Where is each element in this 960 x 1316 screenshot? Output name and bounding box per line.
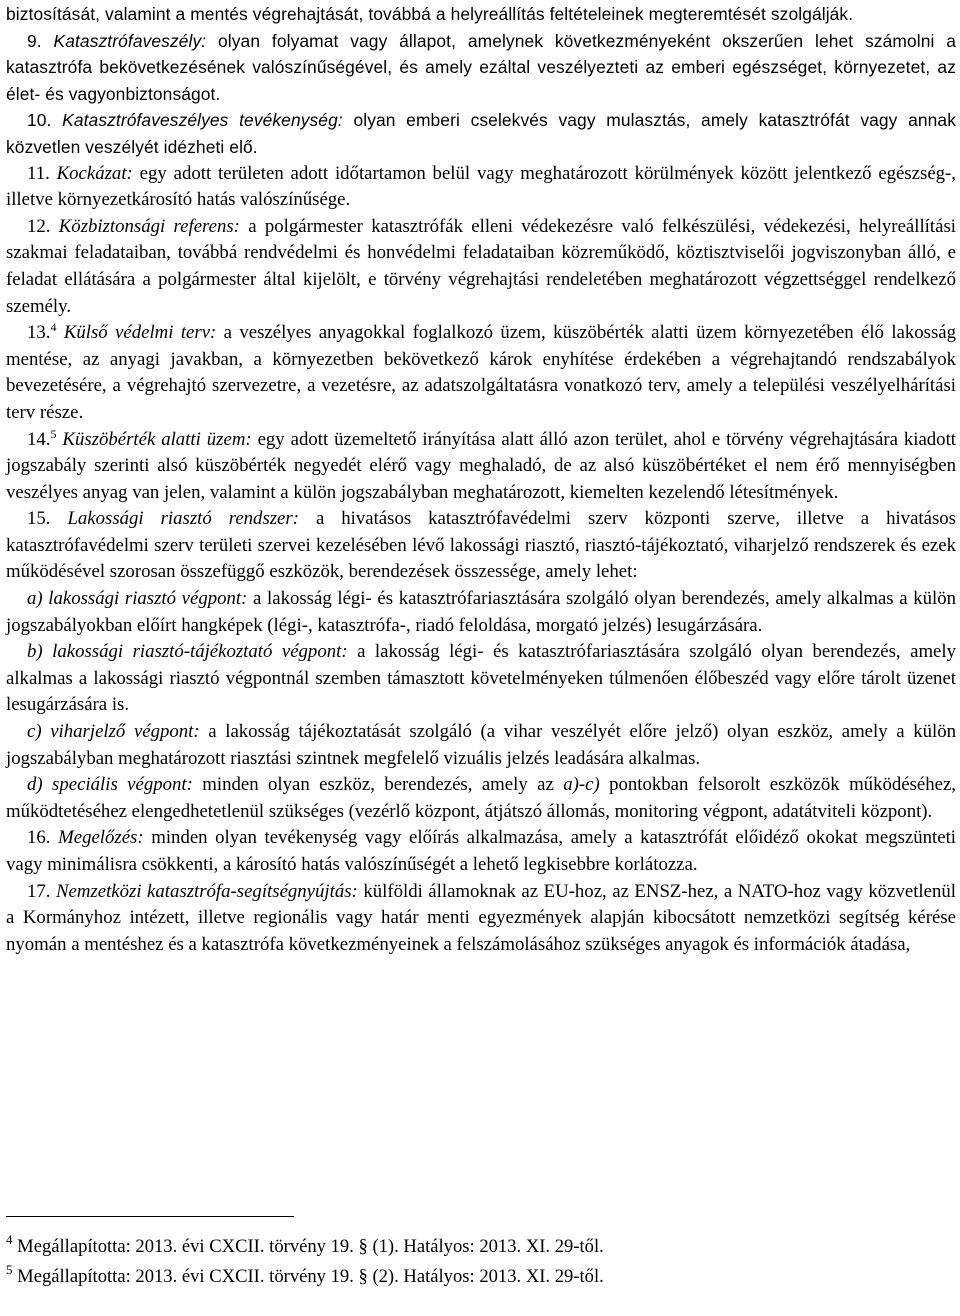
footnote-4 [6,1232,604,1258]
defined-term: Katasztrófaveszély: [53,30,207,51]
definition-text: a polgármester katasztrófák elleni védekezésre való felkészülési, védekezési, helyreállítási szakmai feladataiban, továbbá rendvédelmi és honvédelmi feladataiban közreműködő, köztisztviselői jogviszonyban álló, e feladat ellátására a polgármester által kijelölt, e törvény végrehajtási rendeletében meghatározott végzettséggel rendelkező személy. [6,215,956,317]
subitem-d [6,772,956,825]
definition-11 [6,161,956,214]
footnote-separator [6,1216,294,1217]
defined-term: Külső védelmi terv: [63,322,217,344]
subitem-b [6,639,956,719]
footnote-ref[interactable]: 4 [50,320,57,335]
item-number: 14. [27,428,51,450]
subitem-c [6,719,956,772]
definition-text: a hivatásos katasztrófavédelmi szerv központi szerve, illetve a hivatásos katasztrófavédelmi szerv területi szervei kezelésében lévő lakossági riasztó, riasztó-tájékoztató, viharjelző rendszerek és ezek működésével szorosan összefüggő eszközök, berendezések összessége, amely lehet: [6,508,956,583]
footnote-5 [6,1262,604,1288]
defined-term: Közbiztonsági referens: [58,215,240,237]
definition-text: pontokban felsorolt eszközök működéséhez, működtetéséhez elengedhetetlenül szükséges (vezérlő központ, átjátszó állomás, monitoring végpont, adatátviteli központ). [6,774,956,822]
defined-term: Küszöbérték alatti üzem: [62,428,252,450]
footnote-text: Megállapította: 2013. évi CXCII. törvény 19. § (2). Hatályos: 2013. XI. 29-től. [17,1266,604,1287]
definition-16 [6,825,956,878]
item-number: 13. [27,322,51,344]
item-number: 12. [27,215,51,237]
definition-text: külföldi államoknak az EU-hoz, az ENSZ-hez, a NATO-hoz vagy közvetlenül a Kormányhoz intézett, illetve regionális vagy határ menti egyezmények alapján kibocsátott nemzetközi segítség kérése nyomán a mentéshez és a katasztrófa következményeinek a felszámolásához szükséges anyagok és információk átadása, [6,880,956,955]
footnote-number: 5 [6,1262,13,1277]
definition-text: minden olyan eszköz, berendezés, amely az [202,774,554,796]
definition-text: egy adott üzemeltető irányítása alatt álló azon terület, ahol e törvény végrehajtására kiadott jogszabály szerinti alsó küszöbérték negyedét elérő vagy meghaladó, de az alsó küszöbértéket el nem érő mennyiségben veszélyes anyag van jelen, valamint a külön jogszabályban meghatározott, kiemelten kezelendő létesítmények. [6,428,957,503]
item-number: 9. [27,30,42,51]
item-number: 10. [27,110,52,131]
definition-text: a lakosság légi- és katasztrófariasztására szolgáló olyan berendezés, amely alkalmas a lakossági riasztó végpontnál szemben támasztott követelményeken túlmenően élőbeszéd vagy előre tárolt üzenet lesugárzására is. [6,641,957,716]
defined-term: c) viharjelző végpont: [27,721,200,743]
defined-term: d) speciális végpont: [27,774,193,796]
definition-text: olyan emberi cselekvés vagy mulasztás, amely katasztrófát vagy annak közvetlen veszélyét idézheti elő. [6,110,956,157]
footnote-text: Megállapította: 2013. évi CXCII. törvény 19. § (1). Hatályos: 2013. XI. 29-től. [17,1236,604,1257]
item-number: 17. [27,880,51,902]
cross-reference: a)-c) [563,774,600,796]
definition-9 [6,28,956,108]
definition-14 [6,427,956,507]
item-number: 15. [27,508,51,530]
definition-12 [6,214,956,320]
definition-text: a lakosság légi- és katasztrófariasztására szolgáló olyan berendezés, amely alkalmas a külön jogszabályokban előírt hangképek (légi-, katasztrófa-, riadó feloldása, morgató jelzés) lesugárzására. [6,588,957,636]
definition-15 [6,506,956,586]
definition-text: egy adott területen adott időtartamon belül vagy meghatározott körülmények között jelentkező egészség-, illetve környezetkárosító hatás valószínűsége. [6,162,957,211]
definition-17 [6,879,956,959]
item-number: 16. [27,827,51,849]
definition-text: minden olyan tevékenység vagy előírás alkalmazása, amely a katasztrófát előidéző okokat megszünteti vagy minimálisra csökkenti, a károsító hatás valószínűségét a lehető legkisebbre korlátozza. [6,827,957,875]
document-body [6,0,956,958]
defined-term: Katasztrófaveszélyes tevékenység: [62,110,343,131]
item-number: 11. [27,162,50,184]
defined-term: a) lakossági riasztó végpont: [27,588,248,610]
footnote-ref[interactable]: 5 [50,426,57,441]
defined-term: Lakossági riasztó rendszer: [67,508,299,530]
defined-term: Nemzetközi katasztrófa-segítségnyújtás: [56,880,358,902]
definition-text: olyan folyamat vagy állapot, amelynek következményeként okszerűen lehet számolni a katasztrófa bekövetkezésének valószínűségével, és amely ezáltal veszélyezteti az emberi egészséget, környezetet, az élet- és vagyonbiztonságot. [6,30,957,104]
defined-term: b) lakossági riasztó-tájékoztató végpont: [27,641,348,663]
defined-term: Kockázat: [56,162,133,184]
definition-text: a veszélyes anyagokkal foglalkozó üzem, küszöbérték alatti üzem környezetében élő lakosság mentése, az anyagi javakban, a környezetben bekövetkező károk enyhítése érdekében a végrehajtandó rendszabályok bevezetésére, a végrehajtó szervezetre, a vezetésre, az adatszolgáltatásra vonatkozó terv, amely a települési veszélyelhárítási terv része. [6,322,956,423]
footnote-number: 4 [6,1232,13,1247]
definition-text: a lakosság tájékoztatását szolgáló (a vihar veszélyét előre jelző) olyan eszköz, amely a külön jogszabályban meghatározott riasztási szintnek megfelelő vizuális jelzés leadására alkalmas. [6,721,956,769]
definition-10 [6,107,956,160]
definition-13 [6,320,956,426]
subitem-a [6,586,956,639]
defined-term: Megelőzés: [58,827,144,849]
intro-paragraph: biztosítását, valamint a mentés végrehajtását, továbbá a helyreállítás feltételeinek megteremtését szolgálják. [6,4,854,24]
